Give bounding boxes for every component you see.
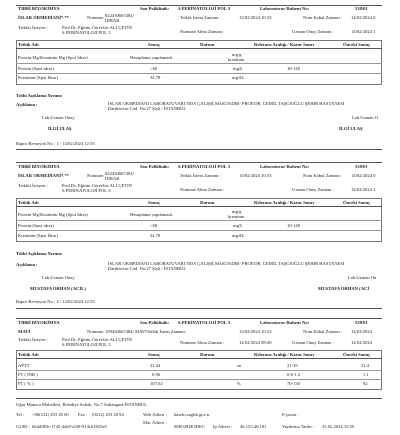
explanation: İSLAR OKMEDİANI LABORATUVARI NDA ÇALIŞILMAKTADIR- PROF.DR. CEMİL TAŞCIOĞLU ŞEHİR HASTANESİ — [108, 101, 345, 106]
test-name: Protein Mg/Kreatinin Mg (Spot İdrar) — [18, 55, 88, 60]
number: 109430667484/ MAVİTetkik İstem Zamanı : — [105, 329, 188, 334]
test-result: 34.78 — [150, 233, 161, 238]
requester: Prof.Dr. Eğitim Görevlisi ALİ ÇETİN — [62, 337, 132, 342]
test-name: Kreatinin (Spot İdrar) — [18, 75, 59, 80]
tel: +90(212) 453 20 00 — [32, 412, 69, 417]
explanation-address: Darülaceze Cad. No:27 Şişli / İSTANBUL — [108, 106, 187, 111]
test-result: 0.96 — [152, 372, 161, 377]
test-name: Protein Mg/Kreatinin Mg (Spot İdrar) — [18, 212, 88, 217]
lab-name: TIBBİ BİYOKİMYA — [18, 6, 60, 11]
lab-report-no-label: Laboratuvar Rubent No: — [260, 320, 310, 325]
col-test: Tetkik Adı — [18, 200, 39, 205]
col-result: Sonuç — [148, 200, 161, 205]
test-unit: % — [237, 381, 241, 386]
tel-label: Tel : — [16, 412, 25, 417]
col-status: Durum — [200, 200, 215, 205]
left-signer: MUSTAFA ORHAN (ACİL) — [30, 286, 86, 291]
mac-address: 00E0294E3DEC — [174, 424, 205, 429]
guid: 664df856-1745-4a65-a5f8-914c61825e6 — [32, 424, 107, 429]
test-unit-2: kreatinin — [228, 57, 245, 62]
sample-time: 14/02/2024 08:49 — [239, 340, 272, 345]
divider — [16, 308, 382, 309]
number-type: İDRAR — [105, 18, 120, 23]
comment-title: Tıbbi Açıklama Yorum: — [16, 251, 63, 256]
test-flag: sn — [237, 363, 242, 368]
approval-label: Uzman Onay Zamanı : — [292, 29, 334, 34]
patient-name: İSLAR ORMEDİANİ*.** — [18, 15, 70, 20]
approval-label: Uzman Onay Zamanı : — [292, 340, 334, 345]
col-ref: Referans Aralığı / Karar Sınırı — [254, 42, 315, 47]
address: Uğur Mumcu Mahallesi, Belediye Sokak, No:7 Sultangazi/İSTANBUL — [16, 402, 148, 407]
col-result: Sonuç — [148, 42, 161, 47]
test-unit: mg/dL — [232, 233, 245, 238]
web-address: haseki.saglik.gov.tr — [174, 412, 210, 417]
number-label: Numune: — [87, 173, 105, 178]
last-polyclinic-label: Son Poliklinik: — [140, 320, 170, 325]
test-unit-2: kreatinin — [228, 214, 245, 219]
divider — [16, 73, 382, 74]
sample-time-label: Numune Alma Zamanı : — [180, 187, 225, 192]
col-test: Tetkik Adı — [18, 42, 39, 47]
test-ref: 21-35 — [287, 363, 298, 368]
requester: Prof.Dr. Eğitim Görevlisi ALİ ÇETİN — [62, 25, 132, 30]
left-signer: İLGİ ULAŞ — [48, 126, 72, 131]
lab-report-no: 538/01 — [355, 6, 368, 11]
test-result: <60 — [150, 66, 158, 71]
test-ref: 70-130 — [287, 381, 301, 386]
ip-label: Ip Adresi : — [213, 424, 233, 429]
acceptance-time: 14/02/2024 — [351, 329, 372, 334]
test-result: 107.62 — [150, 381, 163, 386]
test-ref: 10-140 — [287, 223, 301, 228]
explanation-address: Darülaceze Cad. No:27 Şişli / İSTANBUL — [108, 266, 187, 271]
test-ref: 10-140 — [287, 66, 301, 71]
divider — [16, 149, 382, 150]
request-time-label: Tetkik İstem Zamanı : — [180, 15, 221, 20]
col-status: Durum — [200, 42, 215, 47]
requester-unit: S.PERİNATOLOJİ POL 3 — [62, 30, 111, 35]
patient-name: MATİ — [18, 329, 31, 334]
last-polyclinic: S.PERİNATOLOJİ POL 3 — [178, 6, 231, 11]
divider — [16, 220, 382, 221]
explanation-label: Açıklama : — [16, 102, 38, 107]
request-time: 13/02/2024 10:33 — [239, 329, 272, 334]
test-result: Hesaplama yapılamadı. — [130, 212, 174, 217]
test-result: 22.44 — [150, 363, 161, 368]
test-unit: mg/dL — [232, 75, 245, 80]
divider — [16, 358, 382, 359]
acceptance-label: Num Kabul Zamanı : — [303, 15, 343, 20]
lab-name: TIBBİ BİYOKİMYA — [18, 164, 60, 169]
fax-label: Fax : — [78, 412, 88, 417]
test-unit: mg/L — [233, 223, 243, 228]
test-prev: 1.1 — [363, 372, 369, 377]
test-unit: mg/g — [232, 209, 242, 214]
col-status: Durum — [200, 352, 215, 357]
col-ref: Referans Aralığı / Karar Sınırı — [254, 352, 315, 357]
request-time-label: Tetkik İstem Zamanı : — [180, 173, 221, 178]
right-signer: MUSTAFA ORHAN (ACİ — [318, 286, 370, 291]
test-result: <60 — [150, 223, 158, 228]
requester: Prof.Dr. Eğitim Görevlisi ALİ ÇETİN — [62, 183, 132, 188]
test-name: Protein (Spot idrar) — [18, 66, 54, 71]
col-prev: Önceki Sonuç — [343, 200, 371, 205]
divider — [16, 398, 382, 399]
col-test: Tetkik Adı — [18, 352, 39, 357]
requester-unit: S.PERİNATOLOJİ POL 3 — [62, 188, 111, 193]
requester-unit: S.PERİNATOLOJİ POL 3 — [62, 342, 111, 347]
email-label: E-posta : — [282, 412, 299, 417]
test-unit: mg/L — [233, 66, 243, 71]
web-label: Web Adresi : — [143, 412, 167, 417]
number-type: İDRAR — [105, 176, 120, 181]
lab-report-no-label: Laboratuvar Rubent No: — [260, 6, 310, 11]
left-role: Lab.Uzman Onay — [42, 115, 75, 120]
test-result: 34.78 — [150, 75, 161, 80]
comment-title: Tıbbi Açıklama Yorum: — [16, 93, 63, 98]
right-signer: İLGİ ULAŞ — [339, 126, 363, 131]
requester-label: Tetkiki İsteyen : — [18, 183, 48, 188]
test-ref: 0.8-1.2 — [287, 372, 301, 377]
divider — [16, 48, 382, 49]
last-polyclinic: S.PERİNATOLOJİ POL 3 — [178, 164, 231, 169]
guid-label: GUID : — [16, 424, 30, 429]
last-polyclinic-label: Son Poliklinik: — [140, 6, 170, 11]
divider — [16, 63, 382, 64]
request-time: 13/02/2024 10:33 — [239, 173, 272, 178]
sample-time-label: Numune Alma Zamanı : — [180, 340, 225, 345]
divider — [16, 370, 382, 371]
test-prev: 92 — [363, 381, 368, 386]
revision: Rapor Revizyon No : 1 / 14/02/2024 12:55 — [16, 141, 95, 146]
requester-label: Tetkiki İsteyen : — [18, 25, 48, 30]
patient-name: İSLAR ORMEDİANİ*.** — [18, 173, 70, 178]
approval-time: 14/02/2024 1 — [351, 187, 376, 192]
test-name: Protein (Spot idrar) — [18, 223, 54, 228]
test-name: APTT — [18, 363, 30, 368]
col-prev: Önceki Sonuç — [343, 42, 371, 47]
left-role: Lab.Uzman Onay — [42, 275, 75, 280]
test-name: PT ( INR ) — [18, 372, 38, 377]
approval-label: Uzman Onay Zamanı : — [292, 187, 334, 192]
acceptance-label: Num Kabul Zamanı : — [303, 329, 343, 334]
test-name: PT ( % ) — [18, 381, 34, 386]
acceptance-time: 14/02/2024 0 — [351, 15, 376, 20]
fax: (0212) 453 20 94 — [92, 412, 124, 417]
number-label: Numune: — [87, 329, 105, 334]
approval-time: 14/02/2024 1 — [351, 29, 376, 34]
explanation-label: Açıklama : — [16, 262, 38, 267]
print-date-label: Yazdırma Tarihi : — [282, 424, 315, 429]
print-date: 15.02.2024 13:59 — [322, 424, 355, 429]
explanation: İSLAR OKMEDİANI LABORATUVARI NDA ÇALIŞILMAKTADIR- PROF.DR. CEMİL TAŞCIOĞLU ŞEHİR HASTANESİ — [108, 261, 345, 266]
approval-time: 14/02/2024 — [351, 340, 372, 345]
right-role: Lab.Uzman O — [352, 115, 379, 120]
acceptance-time: 14/02/2024 0 — [351, 173, 376, 178]
test-unit: mg/g — [232, 52, 242, 57]
col-ref: Referans Aralığı / Karar Sınırı — [254, 200, 315, 205]
revision: Rapor Revizyon No : 2 / 14/02/2024 12:55 — [16, 299, 95, 304]
last-polyclinic: S.PERİNATOLOJİ POL 3 — [178, 320, 231, 325]
divider — [16, 379, 382, 380]
requester-label: Tetkiki İsteyen : — [18, 337, 48, 342]
right-role: Lab.Uzman On — [348, 275, 377, 280]
number: 822430667484/ — [105, 171, 134, 176]
col-prev: Önceki Sonuç — [343, 352, 371, 357]
sample-time-label: Numune Alma Zamanı : — [180, 29, 225, 34]
number: 822430667484/ — [105, 13, 134, 18]
divider — [16, 162, 382, 163]
number-label: Numune: — [87, 15, 105, 20]
mac-label: Mac Adresi : — [143, 420, 167, 425]
divider — [16, 230, 382, 231]
lab-report-no: 538/01 — [355, 320, 368, 325]
lab-name: TIBBİ BİYOKİMYA — [18, 320, 60, 325]
ip-address: 46.153.40.101 — [240, 424, 267, 429]
test-name: Kreatinin (Spot İdrar) — [18, 233, 59, 238]
lab-report-no: 538/01 — [355, 164, 368, 169]
divider — [16, 318, 382, 319]
test-result: Hesaplama yapılamadı. — [130, 55, 174, 60]
test-prev: 31.4 — [361, 363, 370, 368]
last-polyclinic-label: Son Poliklinik: — [140, 164, 170, 169]
acceptance-label: Num Kabul Zamanı : — [303, 173, 343, 178]
col-result: Sonuç — [148, 352, 161, 357]
divider — [16, 206, 382, 207]
lab-report-no-label: Laboratuvar Rubent No: — [260, 164, 310, 169]
request-time: 13/02/2024 10:33 — [239, 15, 272, 20]
